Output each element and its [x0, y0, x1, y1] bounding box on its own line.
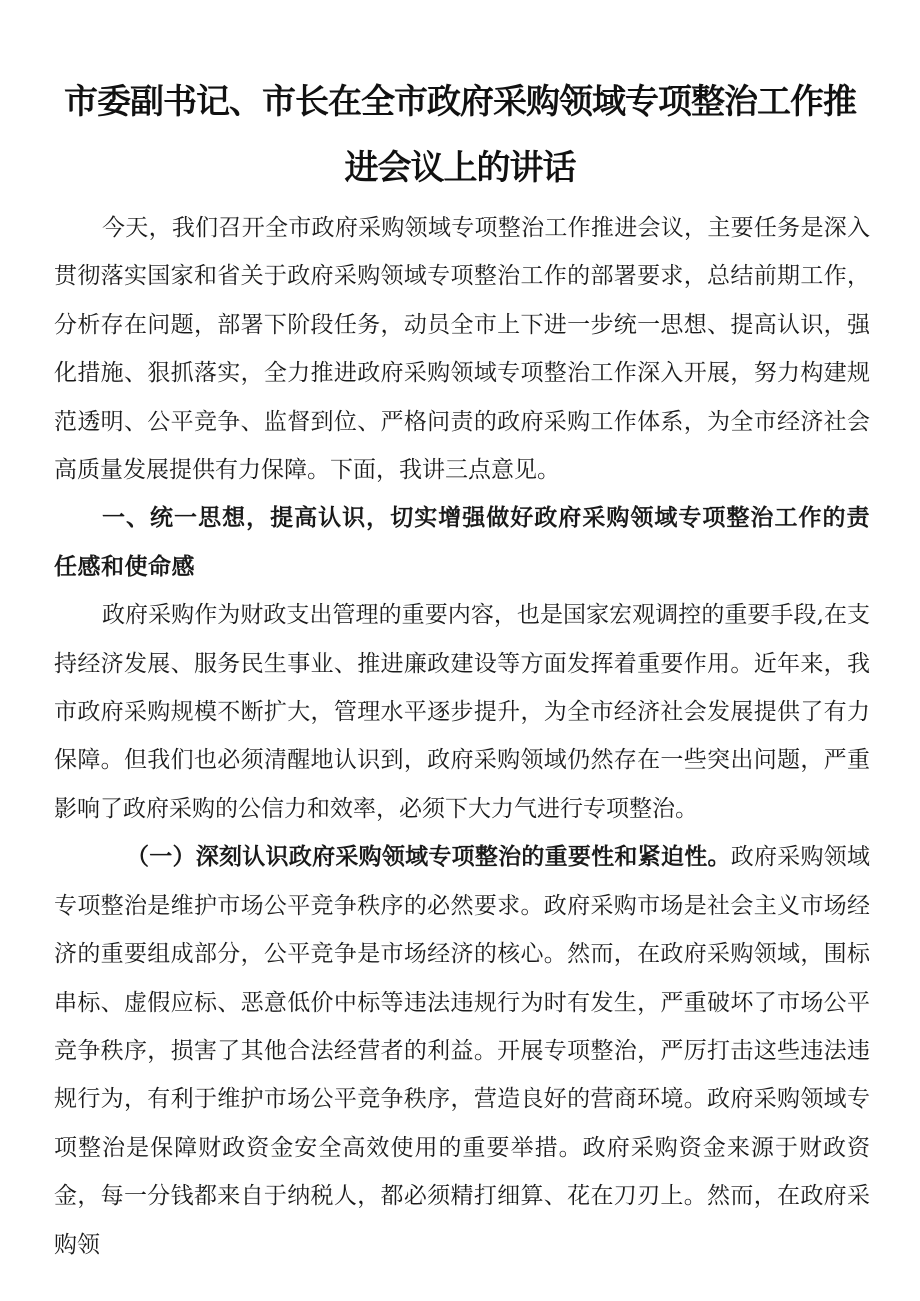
document-title-line-2: 进会议上的讲话 — [344, 148, 576, 188]
document-body — [54, 204, 870, 1269]
subsection-1-paragraph — [54, 833, 870, 1269]
section-1-paragraph: 政府采购作为财政支出管理的重要内容，也是国家宏观调控的重要手段,在支持经济发展、服务民生事业、推进廉政建设等方面发挥着重要作用。近年来，我市政府采购规模不断扩大，管理水平逐步提升，为全市经济社会发展提供了有力保障。但我们也必须清醒地认识到，政府采购领域仍然存在一些突出问题，严重影响了政府采购的公信力和效率，必须下大力气进行专项整治。 — [54, 602, 870, 822]
subsection-1-heading: （一）深刻认识政府采购领域专项整治的重要性和紧迫性。 — [126, 843, 731, 871]
document-title-line-1: 市委副书记、市长在全市政府采购领域专项整治工作推 — [64, 82, 856, 122]
intro-paragraph: 今天，我们召开全市政府采购领域专项整治工作推进会议，主要任务是深入贯彻落实国家和省关于政府采购领域专项整治工作的部署要求，总结前期工作，分析存在问题，部署下阶段任务，动员全市上下进一步统一思想、提高认识，强化措施、狠抓落实，全力推进政府采购领域专项整治工作深入开展，努力构建规范透明、公平竞争、监督到位、严格问责的政府采购工作体系，为全市经济社会高质量发展提供有力保障。下面，我讲三点意见。 — [54, 215, 870, 484]
section-1-heading: 一、统一思想，提高认识，切实增强做好政府采购领域专项整治工作的责任感和使命感 — [54, 504, 870, 580]
subsection-1-body: 政府采购领域专项整治是维护市场公平竞争秩序的必然要求。政府采购市场是社会主义市场经济的重要组成部分，公平竞争是市场经济的核心。然而，在政府采购领域，围标串标、虚假应标、恶意低价中标等违法违规行为时有发生，严重破坏了市场公平竞争秩序，损害了其他合法经营者的利益。开展专项整治，严厉打击这些违法违规行为，有利于维护市场公平竞争秩序，营造良好的营商环境。政府采购领域专项整治是保障财政资金安全高效使用的重要举措。政府采购资金来源于财政资金，每一分钱都来自于纳税人，都必须精打细算、花在刀刃上。然而，在政府采购领 — [54, 844, 871, 1258]
